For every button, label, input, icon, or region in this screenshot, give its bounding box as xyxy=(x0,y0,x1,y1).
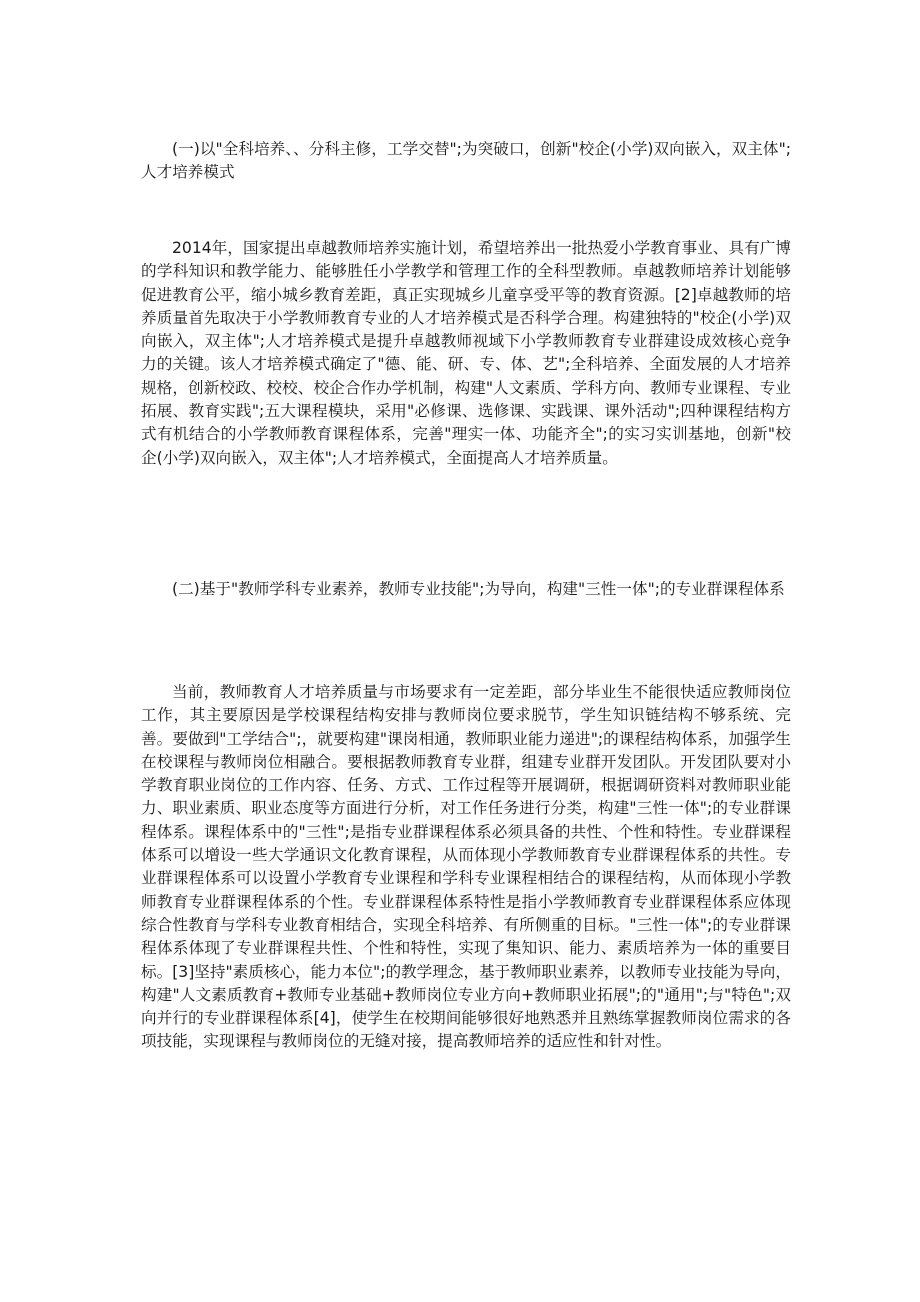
section-heading-1: (一)以"全科培养、、分科主修，工学交替";为突破口，创新"校企(小学)双向嵌入，双主体";人才培养模式 xyxy=(141,140,791,182)
section-heading-2: (二)基于"教师学科专业素养，教师专业技能";为导向，构建"三性一体";的专业群课程体系 xyxy=(172,580,785,598)
body-paragraph-2: 当前，教师教育人才培养质量与市场要求有一定差距，部分毕业生不能很快适应教师岗位工作，其主要原因是学校课程结构安排与教师岗位要求脱节，学生知识链结构不够系统、完善。要做到"工学结合";，就要构建"课岗相通，教师职业能力递进";的课程结构体系，加强学生在校课程与教师岗位相融合。要根据教师教育专业群，组建专业群开发团队。开发团队要对小学教育职业岗位的工作内容、任务、方式、工作过程等开展调研，根据调研资料对教师职业能力、职业素质、职业态度等方面进行分析，对工作任务进行分类，构建"三性一体";的专业群课程体系。课程体系中的"三性";是指专业群课程体系必须具备的共性、个性和特性。专业群课程体系可以增设一些大学通识文化教育课程，从而体现小学教师教育专业群课程体系的共性。专业群课程体系可以设置小学教育专业课程和学科专业课程相结合的课程结构，从而体现小学教师教育专业群课程体系的个性。专业群课程体系特性是指小学教师教育专业群课程体系应体现综合性教育与学科专业教育相结合，实现全科培养、有所侧重的目标。"三性一体";的专业群课程体系体现了专业群课程共性、个性和特性，实现了集知识、能力、素质培养为一体的重要目标。[3]坚持"素质核心，能力本位";的教学理念，基于教师职业素养，以教师专业技能为导向，构建"人文素质教育+教师专业基础+教师岗位专业方向+教师职业拓展";的"通用";与"特色";双向并行的专业群课程体系[4]，使学生在校期间能够很好地熟悉并且熟练掌握教师岗位需求的各项技能，实现课程与教师岗位的无缝对接，提高教师培养的适应性和针对性。 xyxy=(141,683,791,1051)
body-paragraph-1: 2014年，国家提出卓越教师培养实施计划，希望培养出一批热爱小学教育事业、具有广博的学科知识和教学能力、能够胜任小学教学和管理工作的全科型教师。卓越教师培养计划能够促进教育公平，缩小城乡教育差距，真正实现城乡儿童享受平等的教育资源。[2]卓越教师的培养质量首先取决于小学教师教育专业的人才培养模式是否科学合理。构建独特的"校企(小学)双向嵌入，双主体";人才培养模式是提升卓越教师视域下小学教师教育专业群建设成效核心竞争力的关键。该人才培养模式确定了"德、能、研、专、体、艺";全科培养、全面发展的人才培养规格，创新校政、校校、校企合作办学机制，构建"人文素质、学科方向、教师专业课程、专业拓展、教育实践";五大课程模块，采用"必修课、选修课、实践课、课外活动";四种课程结构方式有机结合的小学教师教育课程体系，完善"理实一体、功能齐全";的实习实训基地，创新"校企(小学)双向嵌入，双主体";人才培养模式，全面提高人才培养质量。 xyxy=(141,239,791,467)
